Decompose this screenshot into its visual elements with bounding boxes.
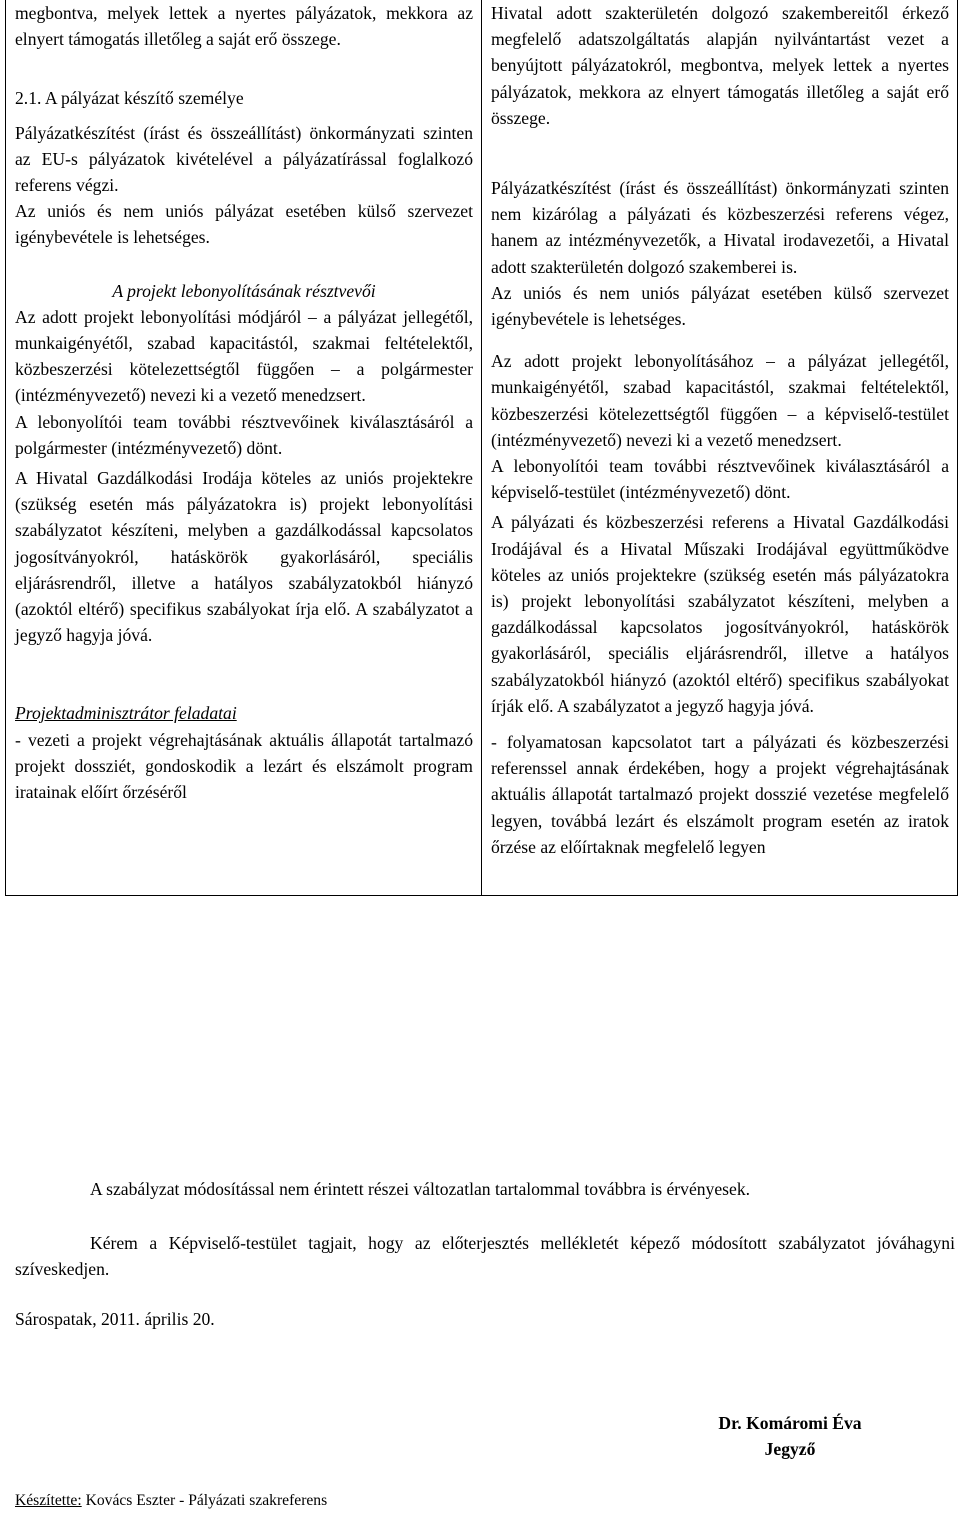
section-heading xyxy=(15,85,473,111)
closing-statement: A szabályzat módosítással nem érintett részei változatlan tartalommal továbbra is érvényesek. xyxy=(90,1179,751,1199)
participants-heading: A projekt lebonyolításának résztvevői xyxy=(112,280,376,301)
signer-name: Dr. Komáromi Éva xyxy=(718,1413,862,1433)
right-column xyxy=(482,0,958,896)
right-participants-1: Az adott projekt lebonyolításához – a pályázat jellegétől, munkaigényétől, szabad kapacitástól, szakmai feltételektől, közbeszerzési kötelezettségtől függően – a képviselő-testület (intézményvezető) nevezi ki a vezető menedzsert. xyxy=(491,351,949,450)
left-preparer-1: Pályázatkészítést (írást és összeállítást) önkormányzati szinten az EU-s pályázatok kivételével a pályázatírással foglalkozó referens végzi. xyxy=(15,122,473,196)
comparison-table xyxy=(5,0,958,896)
right-intro: Hivatal adott szakterületén dolgozó szakembereitől érkező megfelelő adatszolgáltatás alapján nyilvántartást vezet a benyújtott pályázatokról, megbontva, melyek lettek a nyertes pályázatok, mekkora az elnyert támogatás illetőleg a saját erő összege. xyxy=(491,3,949,128)
left-admin-1: - vezeti a projekt végrehajtásának aktuális állapotát tartalmazó projekt dossziét, gondoskodik a lezárt és elszámolt program iratainak előírt őrzéséről xyxy=(15,729,473,803)
right-admin-1: - folyamatosan kapcsolatot tart a pályázati és közbeszerzési referenssel annak érdekében, hogy a projekt végrehajtásának aktuális állapotát tartalmazó projekt dosszié vezetése megfelelő legyen, továbbá lezárt és elszámolt program esetén az iratok őrzése az előírtaknak megfelelő legyen xyxy=(491,732,949,857)
place-date: Sárospatak, 2011. április 20. xyxy=(15,1309,215,1329)
section-heading-text: 2.1. A pályázat készítő személye xyxy=(15,88,244,109)
table-row xyxy=(6,0,958,896)
left-participants-1: Az adott projekt lebonyolítási módjáról – a pályázat jellegétől, munkaigényétől, szabad kapacitástól, szakmai feltételektől, közbeszerzési kötelezettségtől függően – a polgármester (intézményvezető) nevezi ki a vezető menedzsert. xyxy=(15,306,473,406)
left-participants-2: A lebonyolítói team további résztvevőinek kiválasztásáról a polgármester (intézményvezető) dönt. xyxy=(15,411,473,458)
right-participants-3: A pályázati és közbeszerzési referens a Hivatal Gazdálkodási Irodájával és a Hivatal Műszaki Irodájával együttműködve köteles az uniós projektekre (szükség esetén más pályázatokra is) projekt lebonyolítási szabályzatot készíteni, melyben a gazdálkodással kapcsolatos jogosítványokról, hatáskörök gyakorlásáról, speciális eljárásrendről, illetve a hatályos szabályzatokból hiányzó (azoktól eltérő) specifikus szabályokat írják elő. A szabályzatot a jegyző hagyja jóvá. xyxy=(491,512,949,716)
prepared-by-value: Kovács Eszter - Pályázati szakreferens xyxy=(81,1492,328,1509)
right-preparer-2: Az uniós és nem uniós pályázat esetében külső szervezet igénybevétele is lehetséges. xyxy=(491,282,949,330)
left-participants-3: A Hivatal Gazdálkodási Irodája köteles az uniós projektekre (szükség esetén más pályázatokra is) projekt lebonyolítási szabályzatot készíteni, melyben a gazdálkodással kapcsolatos jogosítványokról, hatáskörök gyakorlásáról, speciális eljárásrendről, illetve a hatályos szabályzatokból hiányzó (azoktól eltérő) specifikus szabályokat írja elő. A szabályzatot a jegyző hagyja jóvá. xyxy=(15,468,473,646)
left-column xyxy=(6,0,482,896)
signer-title: Jegyző xyxy=(764,1439,816,1460)
prepared-by-label: Készítette: xyxy=(15,1492,82,1509)
right-participants-2: A lebonyolítói team további résztvevőinek kiválasztásáról a képviselő-testület (intézményvezető) dönt. xyxy=(491,456,949,503)
right-preparer-1: Pályázatkészítést (írást és összeállítást) önkormányzati szinten nem kizárólag a pályázati és közbeszerzési referens végez, hanem az intézményvezetők, a Hivatal irodavezetői, a Hivatal adott szakterületén dolgozó szakemberei is. xyxy=(491,178,949,277)
signature-block xyxy=(690,1410,890,1462)
left-preparer-2: Az uniós és nem uniós pályázat esetében külső szervezet igénybevétele is lehetséges. xyxy=(15,201,473,248)
prepared-by xyxy=(15,1490,955,1512)
left-intro: megbontva, melyek lettek a nyertes pályázatok, mekkora az elnyert támogatás illetőleg a saját erő összege. xyxy=(15,3,473,50)
admin-heading: Projektadminisztrátor feladatai xyxy=(15,703,237,724)
closing-request: Kérem a Képviselő-testület tagjait, hogy az előterjesztés mellékletét képező módosított szabályzatot jóváhagyni szíveskedjen. xyxy=(15,1233,955,1280)
